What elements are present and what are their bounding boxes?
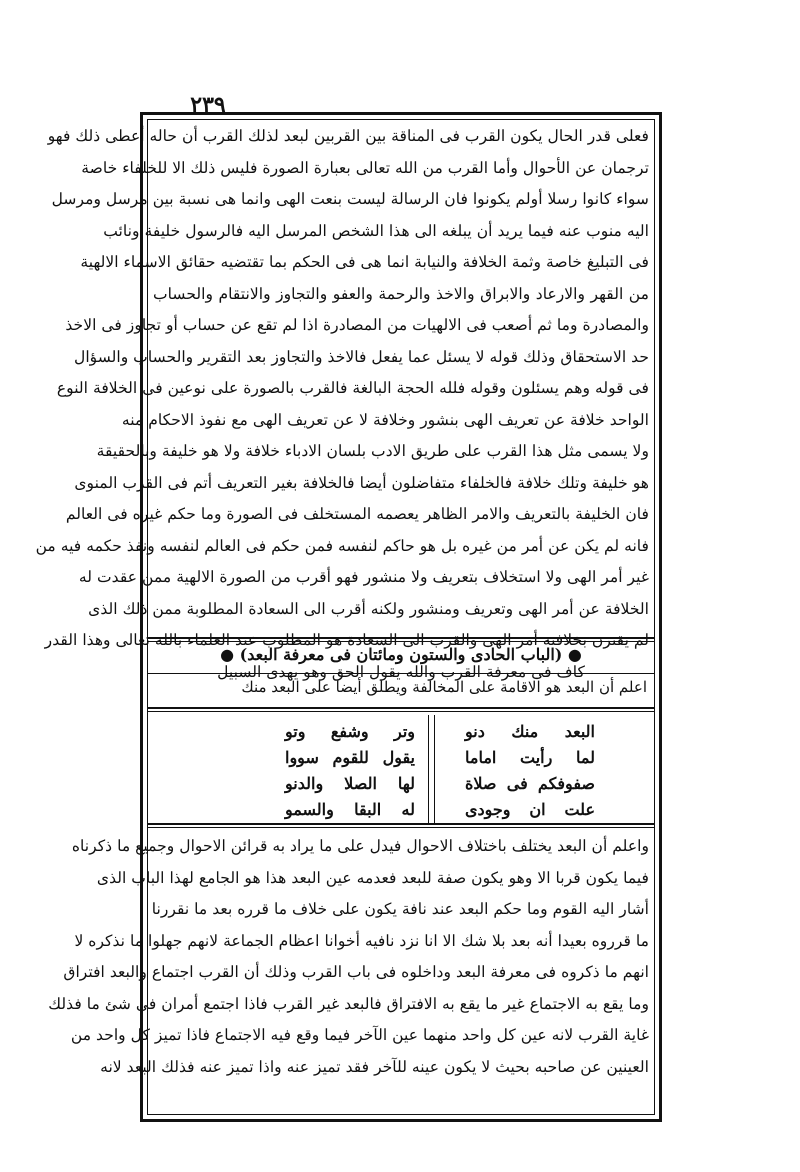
text-line: العينين عن صاحبه بحيث لا يكون عينه للآخر فقد تميز عنه واذا تميز عنه فذلك البعد لانه: [100, 1057, 649, 1076]
bottom-text-block: [48, 831, 649, 1083]
text-line: فى التبليغ خاصة وثمة الخلافة والنيابة انما هى فى الحكم بما تقتضيه حقائق الاسماء الالهية: [80, 253, 649, 271]
text-line: الواحد خلافة عن تعريف الهى بنشور وخلافة لا عن تعريف الهى مع نفوذ الاحكام منه: [121, 410, 649, 429]
text-line: ما قرروه بعيدا أنه بعد بلا شك الا انا نزد نافيه أخوانا اعظام الجماعة لانهم جهلوا ما نذكره لا: [74, 931, 649, 950]
poem-verse: صفوفكم فى صلاة: [465, 774, 595, 793]
text-line: من القهر والارعاد والابراق والاخذ والرحمة والعفو والتجاوز والانتقام والحساب: [153, 284, 649, 303]
poem-verse: يقول للقوم سووا: [285, 748, 415, 767]
text-line: ترجمان عن الأحوال وأما القرب من الله تعالى بعبارة الصورة فليس ذلك الا للخلفاء خاصة: [81, 158, 649, 177]
text-line: غاية القرب لانه عين كل واحد منهما عين الآخر فيما وقع فيه الاجتماع فاذا تميز كل واحد من: [70, 1026, 649, 1044]
rule-poem-bottom-inner: [147, 827, 655, 828]
text-line: فانه لم يكن عن أمر من غيره بل هو حاكم لنفسه فمن حكم فى العالم لنفسه ونفذ حكمه فيه من: [35, 536, 649, 555]
poem-left-column: [285, 719, 415, 821]
poem-verse: له البقا والسمو: [285, 800, 415, 819]
text-line: أشار اليه القوم وما حكم البعد عند نافة يكون على خلاف ما قرره بعد ما نقررنا: [151, 900, 649, 918]
top-text-block: [35, 121, 649, 688]
rule-poem-top: [147, 707, 655, 709]
text-line: غير أمر الهى ولا استخلاف بتعريف ولا منشور فهو أقرب من الصورة الالهية ممن عقدت له: [78, 568, 649, 586]
poem-separator: [428, 715, 429, 825]
text-line: فى قوله وهم يسئلون وقوله فلله الحجة البالغة فالقرب بالصورة على نوعين فى الخلافة النوع: [56, 379, 649, 397]
poem-verse: وتر وشفع وتو: [285, 722, 415, 741]
text-line: هو خليفة وتلك خلافة فالخلفاء متفاضلون أيضا فالخلافة بغير التعريف أتم فى القرب المنوى: [74, 473, 649, 492]
poem-box: [147, 715, 655, 825]
poem-verse: علت ان وجودى: [465, 800, 595, 819]
text-line: انهم ما ذكروه فى معرفة البعد وداخلوه فى باب القرب وذلك أن القرب اجتماع والبعد افتراق: [63, 963, 649, 981]
text-line: لم يقترن بخلافته أمر الهى والقرب الى السعادة هو المطلوب عند العلماء بالله تعالى وهذا القدر: [44, 631, 649, 649]
text-line: اليه منوب عنه فيما يريد أن يبلغه الى هذا الشخص المرسل اليه فالرسول خليفة ونائب: [103, 221, 649, 240]
text-line: سواء كانوا رسلا أولم يكونوا فان الرسالة ليست بنعت الهى وانما هى نسبة بين مرسل ومرسل: [51, 190, 649, 208]
text-line: ولا يسمى مثل هذا القرب على طريق الادب بلسان الادباء خلافة ولا هو خليفة وبالحقيقة: [96, 442, 649, 460]
text-line: فيما يكون قربا الا وهو يكون صفة للبعد فعدمه عين البعد هذا هو الجامع لهذا الباب الذى: [96, 868, 649, 887]
rule-top-inner: [147, 641, 655, 642]
text-line: فعلى قدر الحال يكون القرب فى المناقة بين القربين لبعد لذلك القرب أن حاله أعطى ذلك فهو: [47, 127, 649, 145]
rule-mid: [147, 673, 655, 674]
chapter-heading: ● (الباب الحادى والستون ومائتان فى معرفة البعد) ●: [220, 645, 582, 664]
poem-verse: لما رأيت اماما: [465, 748, 595, 767]
poem-verse: لها الصلا والدنو: [285, 774, 415, 793]
text-line: كاف فى معرفة القرب والله يقول الحق وهو يهدى السبيل: [217, 662, 585, 681]
poem-verse: البعد منك دنو: [465, 722, 595, 741]
poem-right-column: [465, 719, 595, 821]
page-frame: [35, 112, 662, 1122]
poem-separator: [434, 715, 435, 825]
text-line: والمصادرة وما ثم أصعب فى الالهيات من المصادرة اذا لم تقع عن حساب أو تجاوز فى الاخذ: [65, 316, 649, 334]
text-line: حد الاستحقاق وذلك قوله لا يسئل عما يفعل فالاخذ والتجاوز بعد التقرير والحساب والسؤال: [73, 347, 649, 366]
text-line: واعلم أن البعد يختلف باختلاف الاحوال فيدل على ما يراد به قرائن الاحوال وجميع ما ذكرناه: [71, 837, 649, 855]
text-line: فان الخليفة بالتعريف والامر الظاهر يعصمه المستخلف فى الصورة وما حكم غيره فى العالم: [65, 505, 649, 523]
chapter-subheading: اعلم أن البعد هو الاقامة على المخالفة ويطلق أيضا على البعد منك: [241, 678, 647, 696]
text-line: الخلافة عن أمر الهى وتعريف ومنشور ولكنه أقرب الى السعادة المطلوبة ممن ذلك الذى: [88, 599, 649, 618]
rule-poem-top-inner: [147, 711, 655, 712]
rule-top: [147, 637, 655, 639]
rule-poem-bottom: [147, 823, 655, 825]
text-line: وما يقع به الاجتماع غير ما يقع به الافتراق فالبعد غير القرب فاذا اجتمع أمران فى شئ ما فذلك: [48, 994, 649, 1013]
page-number: ٢٣٩: [190, 92, 226, 118]
